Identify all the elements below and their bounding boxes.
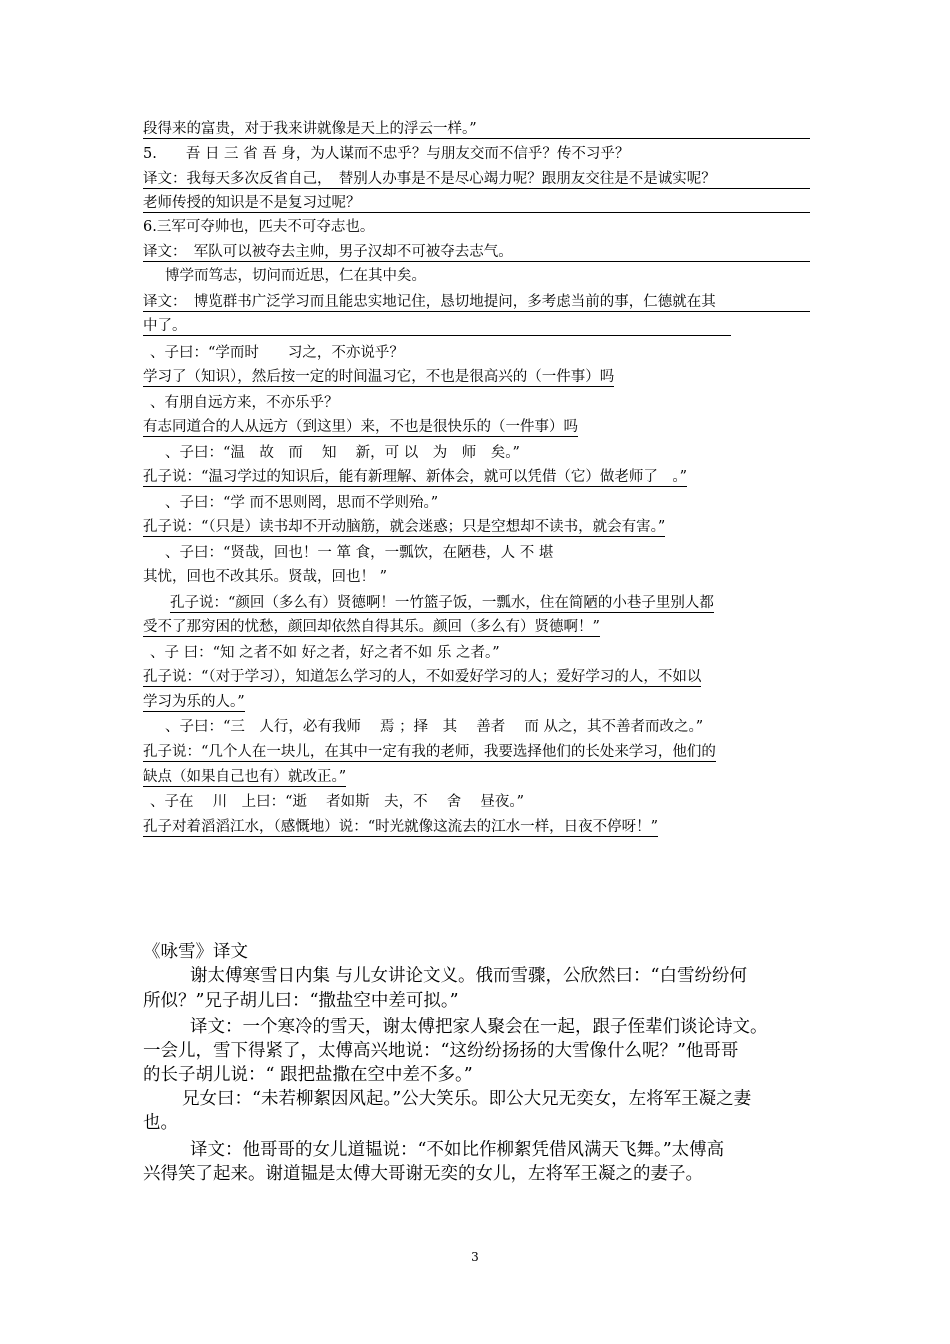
translation-line: 孔子说：“几个人在一块儿，在其中一定有我的老师，我要选择他们的长处来学习，他们的 [143,744,716,760]
translation-line: 孔子说：“颜回（多么有）贤德啊！一竹篮子饭，一瓢水，住在简陋的小巷子里别人都 [170,595,714,611]
classical-text-line: 、子曰：“三 人行，必有我师 焉 ；择 其 善者 而 从之，其不善者而改之。” [165,719,704,735]
translation-line: 孔子说：“（对于学习），知道怎么学习的人，不如爱好学习的人；爱好学习的人，不如以 [143,669,702,685]
classical-text-line: 、子 曰：“知 之者不如 好之者，好之者不如 乐 之者。” [150,645,500,661]
paragraph-line: 译文：一个寒冷的雪天，谢太傅把家人聚会在一起，跟子侄辈们谈论诗文。 [190,1017,768,1037]
classical-text-line: 、子曰：“学 而不思则罔，思而不学则殆。” [165,495,439,511]
translation-line: 学习为乐的人。” [143,694,245,710]
classical-text-line: 、子曰：“贤哉，回也！一 箪 食，一瓢饮，在陋巷，人 不 堪 [165,545,554,561]
classical-text-line: 、子在 川 上曰：“逝 者如斯 夫，不 舍 昼夜。” [150,794,525,810]
classical-text-line: 、子曰：“学而时 习之，不亦说乎？ [150,345,404,361]
classical-text-line: 、子曰：“温 故 而 知 新，可 以 为 师 矣。” [165,445,520,461]
paragraph-line: 也。 [143,1113,178,1133]
page-number: 3 [471,1250,479,1264]
translation-line: 孔子说：“温习学过的知识后，能有新理解、新体会，就可以凭借（它）做老师了 。” [143,469,688,485]
paragraph-line: 译文：他哥哥的女儿道韫说：“不如比作柳絮凭借风满天飞舞。”太傅高 [190,1140,725,1160]
translation-line: 孔子说：“（只是）读书却不开动脑筋，就会迷惑；只是空想却不读书，就会有害。” [143,519,666,535]
paragraph-line: 兄女曰：“未若柳絮因风起。”公大笑乐。即公大兄无奕女，左将军王凝之妻 [182,1089,752,1109]
paragraph-line: 所似？”兄子胡儿曰：“撒盐空中差可拟。” [143,991,459,1011]
paragraph-line: 的长子胡儿说：“ 跟把盐撒在空中差不多。” [143,1065,473,1085]
translation-line: 中了。 [143,317,731,336]
translation-line: 有志同道合的人从远方（到这里）来，不也是很快乐的（一件事）吗 [143,419,578,435]
translation-line: 老师传授的知识是不是复习过呢？ [143,194,810,213]
classical-text-line: 5. 吾 日 三 省 吾 身，为人谋而不忠乎？与朋友交而不信乎？传不习乎？ [143,146,630,162]
translation-line: 学习了（知识），然后按一定的时间温习它，不也是很高兴的（一件事）吗 [143,369,615,385]
translation-line: 译文：我每天多次反省自己， 替别人办事是不是尽心竭力呢？跟朋友交往是不是诚实呢？ [143,170,810,189]
translation-line: 段得来的富贵，对于我来讲就像是天上的浮云一样。” [143,120,810,139]
section-title: 《咏雪》译文 [143,942,248,962]
translation-line: 译文： 博览群书广泛学习而且能忠实地记住，恳切地提问，多考虑当前的事，仁德就在其 [143,293,810,312]
classical-text-line: 、有朋自远方来，不亦乐乎？ [150,395,339,411]
classical-text-line: 6.三军可夺帅也，匹夫不可夺志也。 [143,219,375,235]
translation-line: 缺点（如果自己也有）就改正。” [143,769,347,785]
translation-line: 受不了那穷困的忧愁，颜回却依然自得其乐。颜回（多么有）贤德啊！” [143,619,600,635]
paragraph-line: 谢太傅寒雪日内集 与儿女讲论文义。俄而雪骤，公欣然曰：“白雪纷纷何 [190,966,748,986]
classical-text-line: 其忧，回也不改其乐。贤哉，回也！ ” [143,569,388,585]
translation-line: 孔子对着滔滔江水，（感慨地）说：“时光就像这流去的江水一样，日夜不停呀！” [143,819,659,835]
paragraph-line: 一会儿，雪下得紧了，太傅高兴地说：“这纷纷扬扬的大雪像什么呢？”他哥哥 [143,1041,739,1061]
classical-text-line: 博学而笃志，切问而近思，仁在其中矣。 [165,268,426,284]
translation-line: 译文： 军队可以被夺去主帅，男子汉却不可被夺去志气。 [143,243,810,262]
paragraph-line: 兴得笑了起来。谢道韫是太傅大哥谢无奕的女儿，左将军王凝之的妻子。 [143,1164,703,1184]
